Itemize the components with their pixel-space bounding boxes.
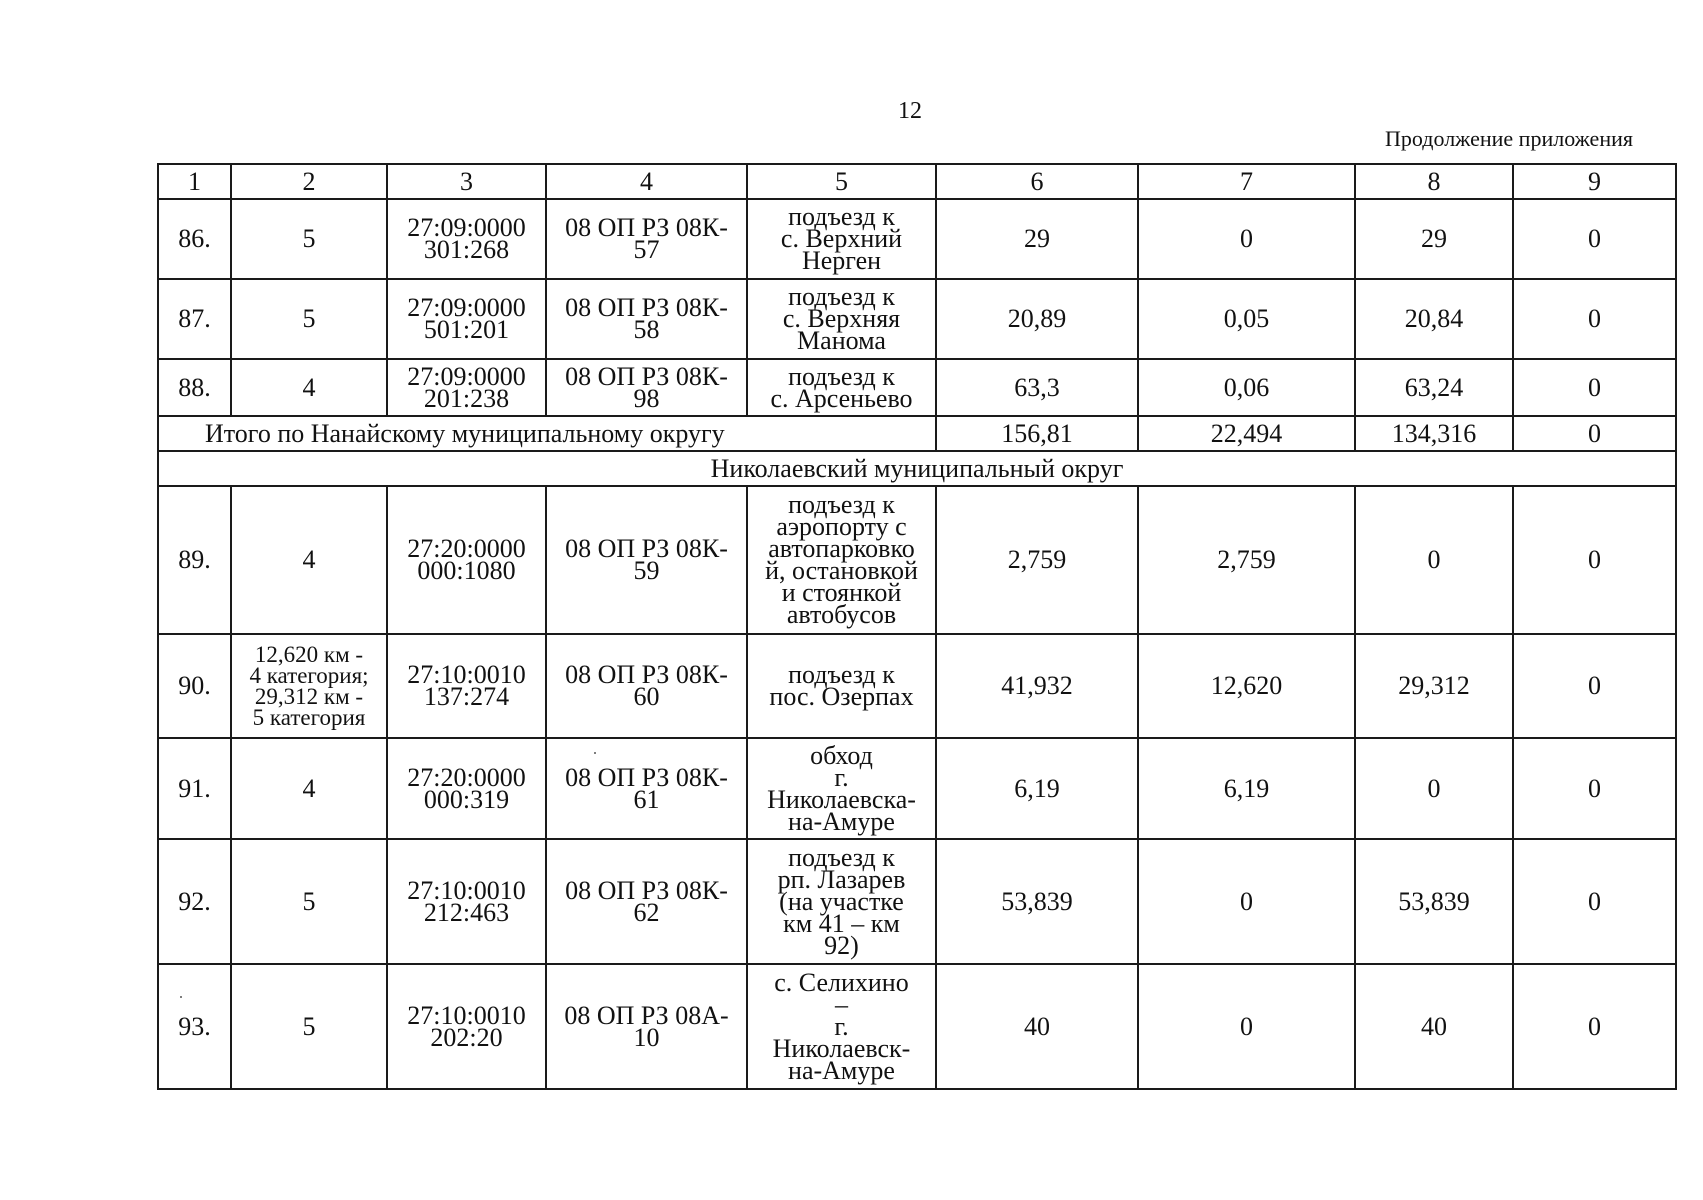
row-number: 93. <box>158 964 231 1089</box>
road-name: подъезд к аэропорту с автопарковко й, остановкой и стоянкой автобусов <box>747 486 936 634</box>
road-name: подъезд к с. Верхняя Манома <box>747 279 936 359</box>
road-id: 08 ОП РЗ 08К- 58 <box>546 279 747 359</box>
road-id: 08 ОП РЗ 08А- 10 <box>546 964 747 1089</box>
road-category: 4 <box>231 359 387 416</box>
column-number: 6 <box>936 164 1138 199</box>
row-number: 88. <box>158 359 231 416</box>
value-col6: 41,932 <box>936 634 1138 738</box>
road-category: 5 <box>231 279 387 359</box>
value-col9: 0 <box>1513 486 1676 634</box>
row-number: 87. <box>158 279 231 359</box>
total-row <box>158 416 1676 451</box>
table-row <box>158 738 1676 839</box>
row-number: 92. <box>158 839 231 964</box>
table-row <box>158 486 1676 634</box>
value-col9: 0 <box>1513 839 1676 964</box>
value-col9: 0 <box>1513 738 1676 839</box>
column-number: 5 <box>747 164 936 199</box>
value-col7: 0,06 <box>1138 359 1355 416</box>
cadastral-number: 27:10:0010 202:20 <box>387 964 546 1089</box>
road-name: подъезд к пос. Озерпах <box>747 634 936 738</box>
row-number: 90. <box>158 634 231 738</box>
value-col6: 53,839 <box>936 839 1138 964</box>
cadastral-number: 27:09:0000 501:201 <box>387 279 546 359</box>
value-col8: 20,84 <box>1355 279 1513 359</box>
road-category: 5 <box>231 199 387 279</box>
table-row <box>158 839 1676 964</box>
cadastral-number: 27:09:0000 301:268 <box>387 199 546 279</box>
road-name: подъезд к рп. Лазарев (на участке км 41 – км 92) <box>747 839 936 964</box>
total-col6: 156,81 <box>936 416 1138 451</box>
total-col9: 0 <box>1513 416 1676 451</box>
value-col7: 0,05 <box>1138 279 1355 359</box>
road-category: 5 <box>231 839 387 964</box>
total-col8: 134,316 <box>1355 416 1513 451</box>
road-id: 08 ОП РЗ 08К- 59 <box>546 486 747 634</box>
value-col7: 0 <box>1138 199 1355 279</box>
value-col6: 29 <box>936 199 1138 279</box>
road-id: 08 ОП РЗ 08К- 62 <box>546 839 747 964</box>
column-number-row <box>158 164 1676 199</box>
road-id: 08 ОП РЗ 08К- 60 <box>546 634 747 738</box>
column-number: 1 <box>158 164 231 199</box>
value-col8: 29 <box>1355 199 1513 279</box>
scan-speck <box>594 752 596 754</box>
road-category: 4 <box>231 486 387 634</box>
scan-speck <box>180 996 182 998</box>
row-number: 91. <box>158 738 231 839</box>
road-category: 4 <box>231 738 387 839</box>
table-row <box>158 359 1676 416</box>
road-name: подъезд к с. Арсеньево <box>747 359 936 416</box>
value-col7: 2,759 <box>1138 486 1355 634</box>
value-col7: 12,620 <box>1138 634 1355 738</box>
value-col8: 29,312 <box>1355 634 1513 738</box>
column-number: 7 <box>1138 164 1355 199</box>
value-col9: 0 <box>1513 199 1676 279</box>
value-col9: 0 <box>1513 964 1676 1089</box>
row-number: 89. <box>158 486 231 634</box>
road-name: с. Селихино – г. Николаевск- на-Амуре <box>747 964 936 1089</box>
table-row <box>158 964 1676 1089</box>
value-col6: 2,759 <box>936 486 1138 634</box>
value-col9: 0 <box>1513 279 1676 359</box>
road-name: подъезд к с. Верхний Нерген <box>747 199 936 279</box>
cadastral-number: 27:10:0010 137:274 <box>387 634 546 738</box>
column-number: 8 <box>1355 164 1513 199</box>
value-col8: 40 <box>1355 964 1513 1089</box>
table-row <box>158 279 1676 359</box>
road-category: 12,620 км - 4 категория; 29,312 км - 5 категория <box>231 634 387 738</box>
total-label: Итого по Нанайскому муниципальному округу <box>158 416 936 451</box>
cadastral-number: 27:10:0010 212:463 <box>387 839 546 964</box>
value-col8: 0 <box>1355 738 1513 839</box>
column-number: 3 <box>387 164 546 199</box>
total-col7: 22,494 <box>1138 416 1355 451</box>
road-category: 5 <box>231 964 387 1089</box>
row-number: 86. <box>158 199 231 279</box>
road-id: 08 ОП РЗ 08К- 98 <box>546 359 747 416</box>
road-name: обход г. Николаевска- на-Амуре <box>747 738 936 839</box>
column-number: 4 <box>546 164 747 199</box>
cadastral-number: 27:09:0000 201:238 <box>387 359 546 416</box>
roads-table <box>157 163 1677 1090</box>
column-number: 9 <box>1513 164 1676 199</box>
value-col8: 63,24 <box>1355 359 1513 416</box>
section-row <box>158 451 1676 486</box>
cadastral-number: 27:20:0000 000:1080 <box>387 486 546 634</box>
table-row <box>158 634 1676 738</box>
value-col6: 63,3 <box>936 359 1138 416</box>
table-row <box>158 199 1676 279</box>
road-id: 08 ОП РЗ 08К- 57 <box>546 199 747 279</box>
section-title: Николаевский муниципальный округ <box>158 451 1676 486</box>
value-col7: 6,19 <box>1138 738 1355 839</box>
value-col9: 0 <box>1513 634 1676 738</box>
value-col7: 0 <box>1138 839 1355 964</box>
value-col6: 6,19 <box>936 738 1138 839</box>
value-col8: 53,839 <box>1355 839 1513 964</box>
road-id: 08 ОП РЗ 08К- 61 <box>546 738 747 839</box>
value-col6: 40 <box>936 964 1138 1089</box>
value-col8: 0 <box>1355 486 1513 634</box>
page-number: 12 <box>898 98 922 124</box>
column-number: 2 <box>231 164 387 199</box>
cadastral-number: 27:20:0000 000:319 <box>387 738 546 839</box>
value-col7: 0 <box>1138 964 1355 1089</box>
continuation-label: Продолжение приложения <box>1385 126 1633 151</box>
value-col9: 0 <box>1513 359 1676 416</box>
value-col6: 20,89 <box>936 279 1138 359</box>
